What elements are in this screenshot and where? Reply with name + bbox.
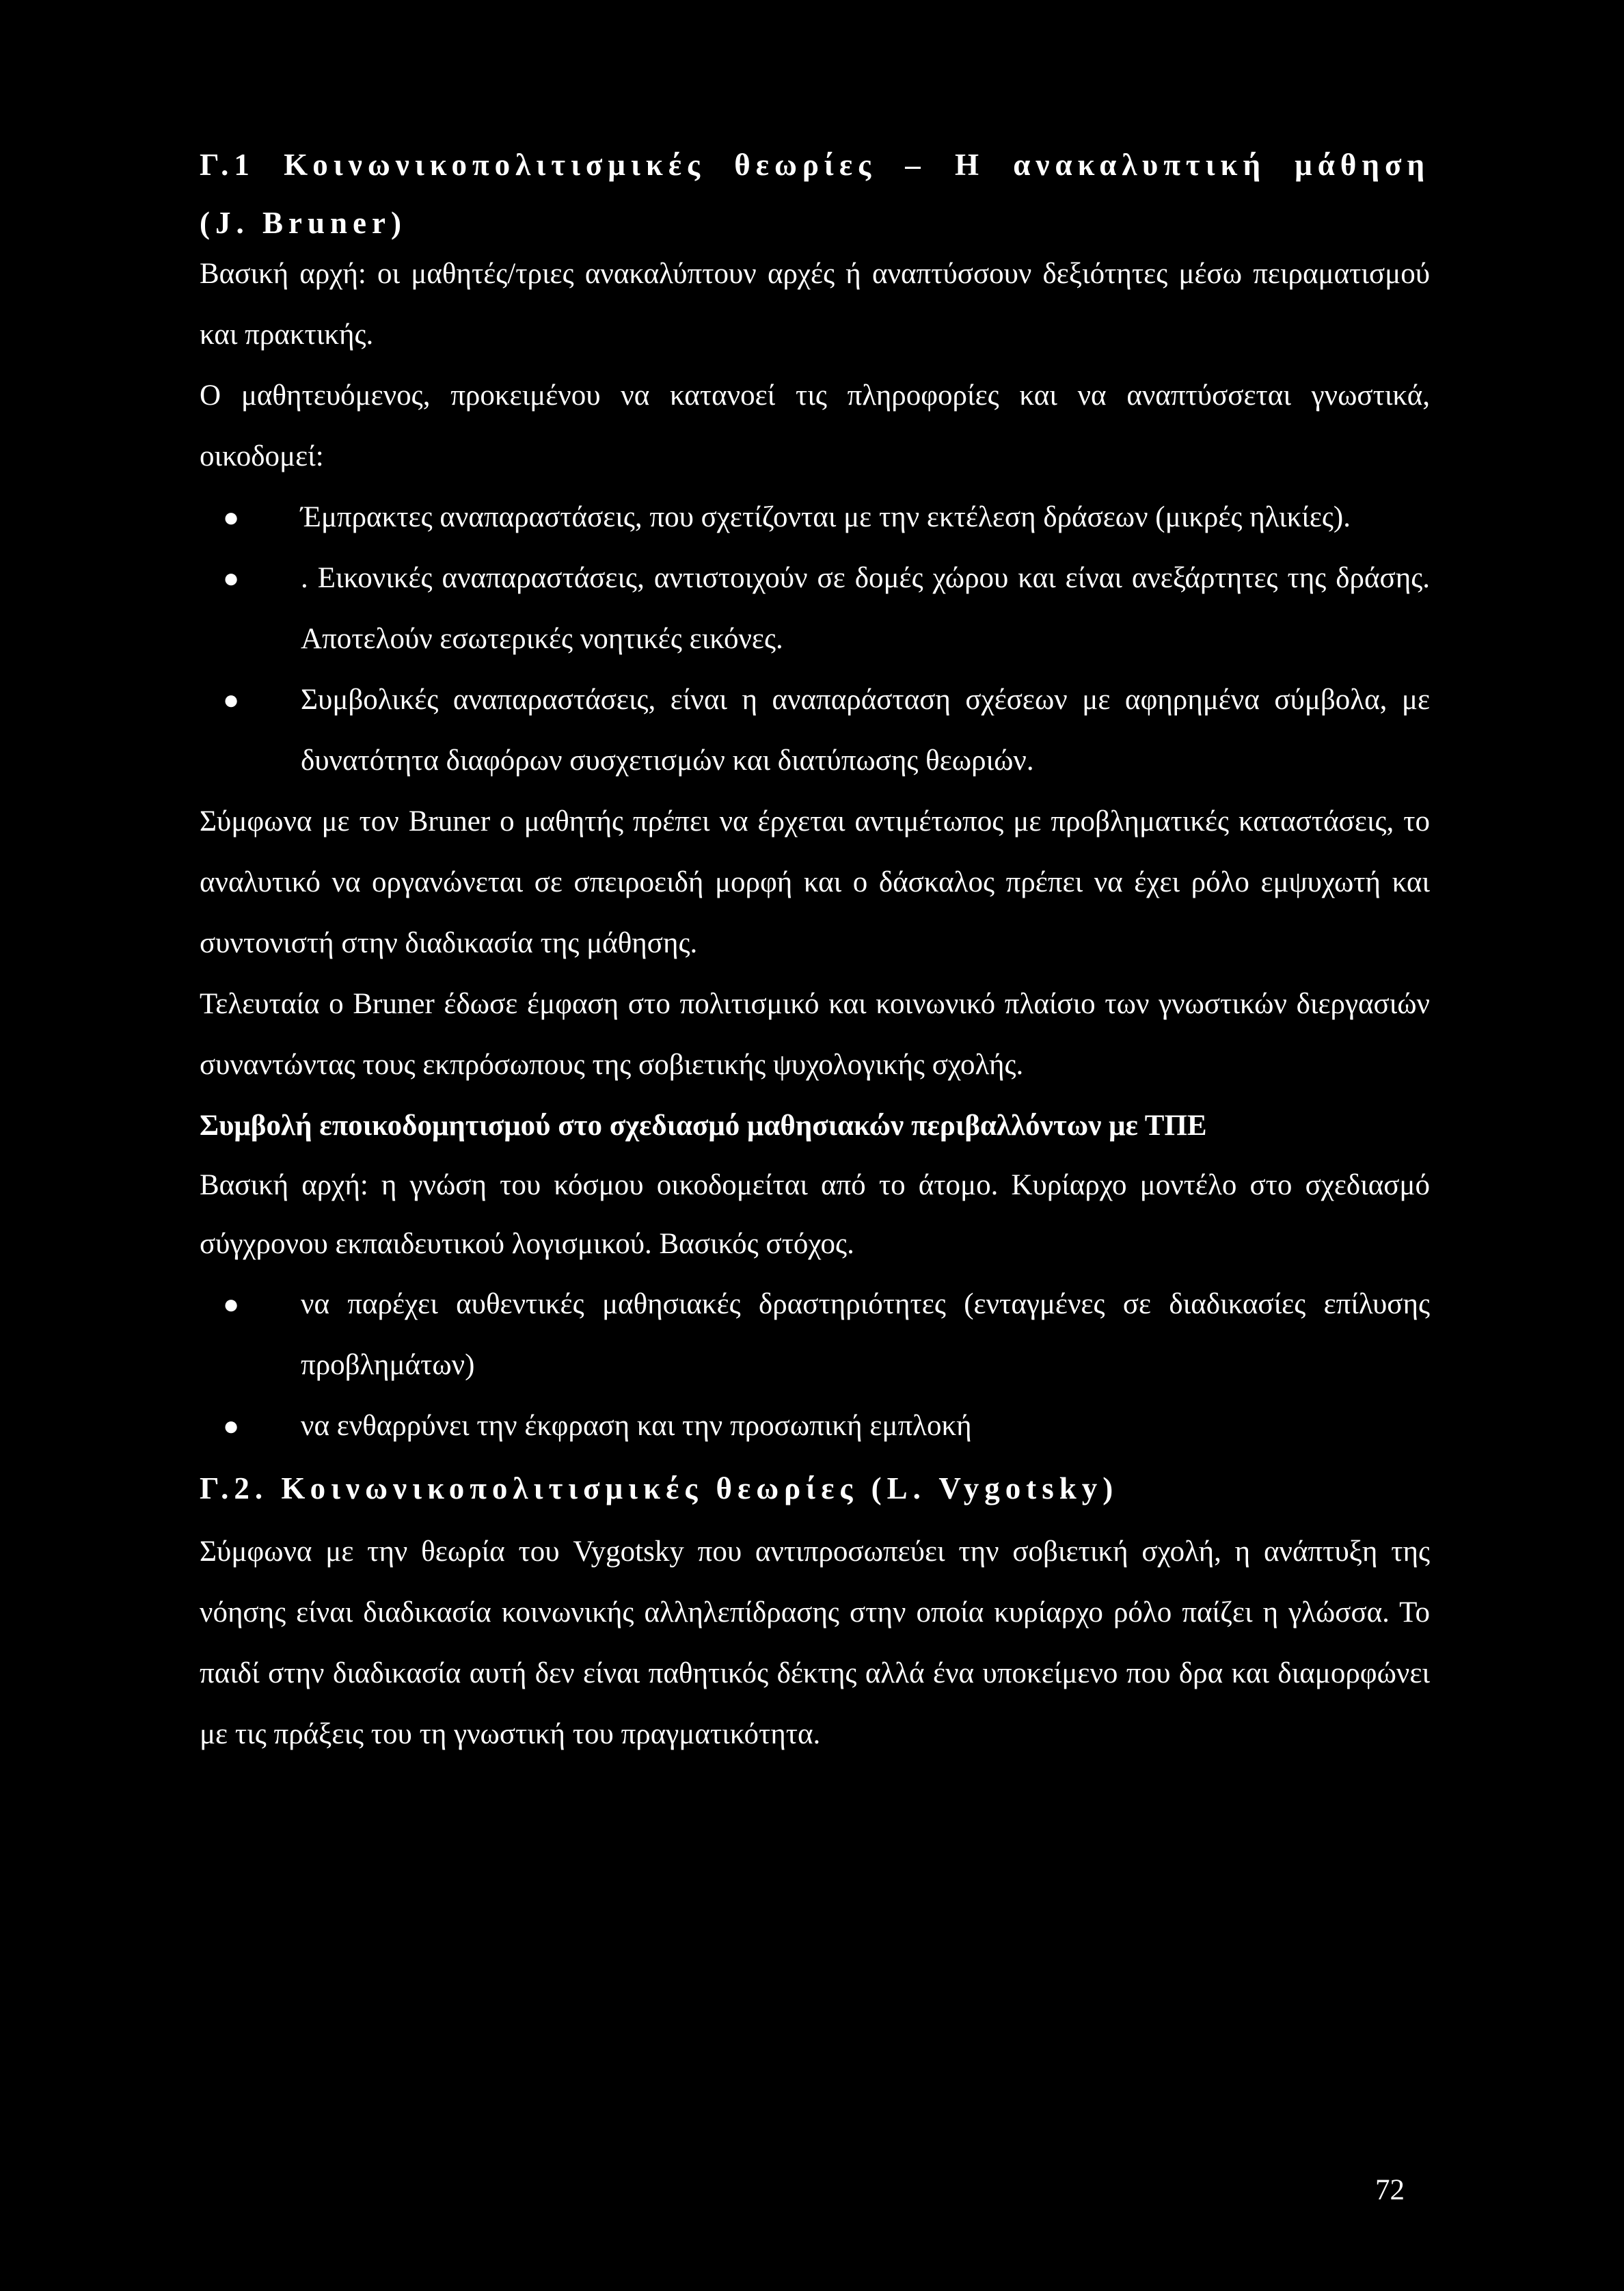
bullet-icon: ●	[223, 1410, 240, 1441]
page-number: 72	[1375, 2174, 1405, 2206]
list-item-text: . Εικονικές αναπαραστάσεις, αντιστοιχούν σε δομές χώρου και είναι ανεξάρτητες της δράσης. Αποτελούν εσωτερικές νοητικές εικόνες.	[301, 562, 1430, 655]
paragraph-basic-principle: Βασική αρχή: οι μαθητές/τριες ανακαλύπτουν αρχές ή αναπτύσσουν δεξιότητες μέσω πειραματισμού και πρακτικής.	[200, 258, 1430, 351]
bullet-icon: ●	[223, 684, 240, 715]
section-heading-g2: Γ.2. Κοινωνικοπολιτισμικές θεωρίες (L. Vygotsky)	[200, 1471, 1119, 1505]
list-item-text: Έμπρακτες αναπαραστάσεις, που σχετίζονται με την εκτέλεση δράσεων (μικρές ηλικίες).	[301, 501, 1351, 533]
document-page	[200, 144, 1430, 1765]
list-item-text: Συμβολικές αναπαραστάσεις, είναι η αναπαράσταση σχέσεων με αφηρημένα σύμβολα, με δυνατότητα διαφόρων συσχετισμών και διατύπωσης θεωριών.	[301, 684, 1430, 777]
paragraph-vygotsky: Σύμφωνα με την θεωρία του Vygotsky που αντιπροσωπεύει την σοβιετική σχολή, η ανάπτυξη της νόησης είναι διαδικασία κοινωνικής αλληλεπίδρασης στην οποία κυρίαρχο ρόλο παίζει η γλώσσα. Το παιδί στην διαδικασία αυτή δεν είναι παθητικός δέκτης αλλά ένα υποκείμενο που δρα και διαμορφώνει με τις πράξεις του τη γνωστική του πραγματικότητα.	[200, 1536, 1431, 1750]
list-item-text: να παρέχει αυθεντικές μαθησιακές δραστηριότητες (ενταγμένες σε διαδικασίες επίλυσης προβλημάτων)	[301, 1288, 1430, 1381]
list-item	[200, 1395, 1430, 1456]
bullet-icon: ●	[223, 1289, 240, 1319]
list-item	[200, 1274, 1430, 1395]
constructivism-title: Συμβολή εποικοδομητισμού στο σχεδιασμό μαθησιακών περιβαλλόντων με ΤΠΕ	[200, 1110, 1207, 1142]
paragraph-bruner-culture: Τελευταία ο Bruner έδωσε έμφαση στο πολιτισμικό και κοινωνικό πλαίσιο των γνωστικών διεργασιών συναντώντας τους εκπρόσωπους της σοβιετικής ψυχολογικής σχολής.	[200, 988, 1430, 1081]
paragraph-learner-builds: Ο μαθητευόμενος, προκειμένου να κατανοεί τις πληροφορίες και να αναπτύσσεται γνωστικά, οικοδομεί:	[200, 379, 1430, 472]
section-heading-g1: Γ.1 Κοινωνικοπολιτισμικές θεωρίες – Η ανακαλυπτική μάθηση	[200, 148, 1430, 182]
list-item	[200, 487, 1430, 548]
bullet-icon: ●	[223, 502, 240, 533]
section-heading-g1-author: (J. Bruner)	[200, 206, 407, 240]
paragraph-bruner-student: Σύμφωνα με τον Bruner ο μαθητής πρέπει να έρχεται αντιμέτωπος με προβληματικές καταστάσεις, το αναλυτικό να οργανώνεται σε σπειροειδή μορφή και ο δάσκαλος πρέπει να έχει ρόλο εμψυχωτή και συντονιστή στην διαδικασία της μάθησης.	[200, 805, 1430, 959]
list-item	[200, 669, 1430, 791]
bullet-icon: ●	[223, 563, 240, 593]
list-item-text: να ενθαρρύνει την έκφραση και την προσωπική εμπλοκή	[301, 1410, 972, 1442]
list-item	[200, 548, 1430, 669]
paragraph-constructivism-principle: Βασική αρχή: η γνώση του κόσμου οικοδομείται από το άτομο. Κυρίαρχο μοντέλο στο σχεδιασμό σύγχρονου εκπαιδευτικού λογισμικού. Βασικός στόχος.	[200, 1169, 1430, 1260]
goals-list	[200, 1274, 1430, 1456]
representations-list	[200, 487, 1430, 791]
